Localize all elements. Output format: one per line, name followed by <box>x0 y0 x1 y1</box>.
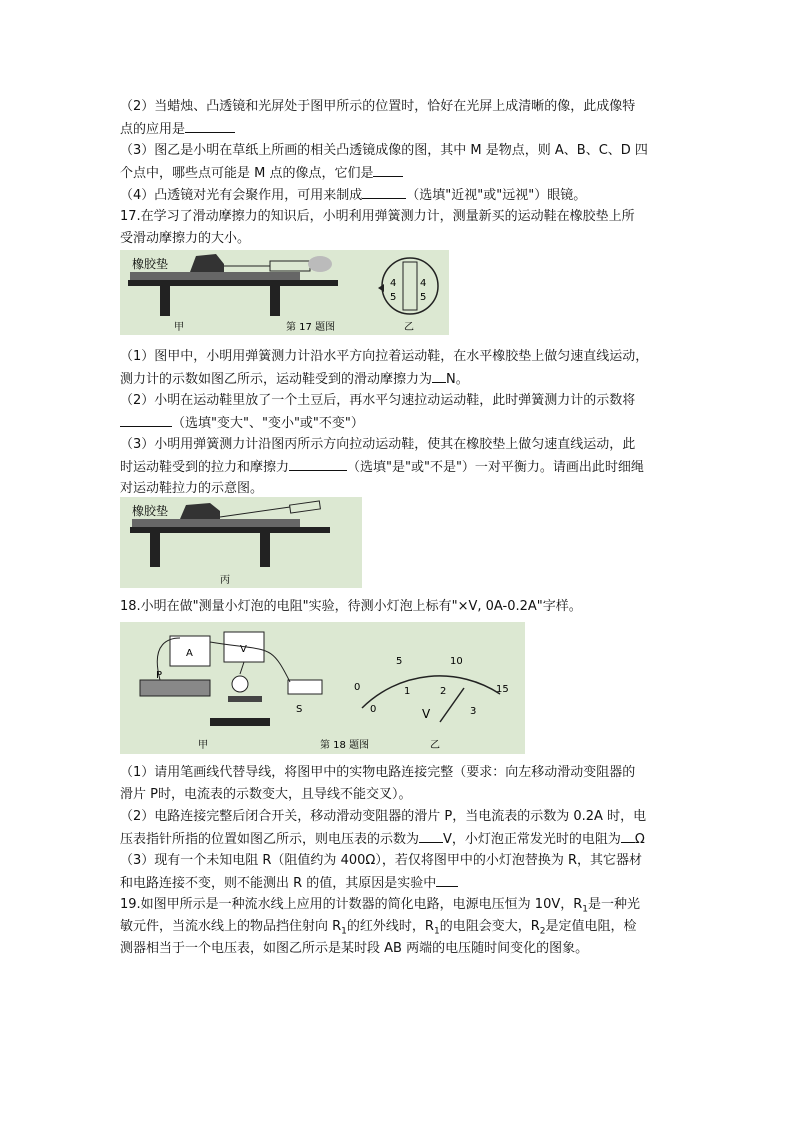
q17-part3-line2: 时运动鞋受到的拉力和摩擦力 （选填"是"或"不是"）一对平衡力。请画出此时细绳 <box>120 456 676 479</box>
q18-part3-line1: （3）现有一个未知电阻 R（阻值约为 400Ω），若仅将图甲中的小灯泡替换为 R，其它器材 <box>120 853 642 868</box>
answer-blank[interactable] <box>289 456 347 471</box>
q17-part2-line2: （选填"变大"、"变小"或"不变"） <box>120 412 676 435</box>
answer-blank[interactable] <box>436 872 458 887</box>
table-top <box>130 527 330 533</box>
figure-caption: 第 18 题图 <box>320 740 370 751</box>
q17-stem-line2: 受滑动摩擦力的大小。 <box>120 231 251 246</box>
q18-part1-line2: 滑片 P时，电流表的示数变大，且导线不能交叉）。 <box>120 787 412 802</box>
rheostat-icon <box>140 680 210 696</box>
hand-icon <box>308 256 332 272</box>
q19-line2: 敏元件，当流水线上的物品挡住射向 $R_1$的红外线时，$R_1$的电阻会变大，$R_2$是定值电阻，检 <box>120 919 637 937</box>
table-leg <box>150 533 160 567</box>
q18-part2-line2: 压表指针所指的位置如图乙所示，则电压表的示数为 V，小灯泡正常发光时的电阻为 Ω <box>120 828 676 851</box>
answer-blank[interactable] <box>362 184 406 199</box>
q16-part3-line1: （3）图乙是小明在草纸上所画的相关凸透镜成像的图，其中 M 是物点，则 A、B、C、D 四 <box>120 143 648 158</box>
scale-body <box>403 262 417 310</box>
q16-part4: （4）凸透镜对光有会聚作用，可用来制成 （选填"近视"或"远视"）眼镜。 <box>120 184 676 207</box>
figure-caption: 第 17 题图 <box>286 322 336 333</box>
q17-part1-line2: 测力计的示数如图乙所示，运动鞋受到的滑动摩擦力为 N。 <box>120 368 676 391</box>
spring-scale-icon <box>290 501 321 513</box>
pointer-icon <box>378 284 384 292</box>
answer-blank[interactable] <box>120 412 172 427</box>
q18-stem: 18.小明在做"测量小灯泡的电阻"实验，待测小灯泡上标有"×V, 0A-0.2A"字样。 <box>120 599 582 614</box>
shoe-icon <box>190 254 224 272</box>
mat-label: 橡胶垫 <box>132 257 169 271</box>
rubber-mat <box>130 272 300 280</box>
scale-inner-2: 2 <box>440 686 447 697</box>
q17-figure-bing-drawing <box>120 497 362 588</box>
answer-blank[interactable] <box>432 368 446 383</box>
answer-blank[interactable] <box>419 828 443 843</box>
figure-label-jia: 甲 <box>174 322 184 333</box>
q17-part2-line1: （2）小明在运动鞋里放了一个土豆后，再水平匀速拉动运动鞋，此时弹簧测力计的示数将 <box>120 393 636 408</box>
dial-tick-5: 5 <box>390 292 397 303</box>
table-leg <box>260 533 270 567</box>
q16-part2-line1: （2）当蜡烛、凸透镜和光屏处于图甲所示的位置时，恰好在光屏上成清晰的像，此成像特 <box>120 99 636 114</box>
q18-part2-line1: （2）电路连接完整后闭合开关，移动滑动变阻器的滑片 P，当电流表的示数为 0.2A 时，电 <box>120 809 647 824</box>
q17-figure-bing <box>120 497 362 588</box>
meter-unit-v: V <box>422 707 431 721</box>
q17-part3-line3: 对运动鞋拉力的示意图。 <box>120 481 264 496</box>
string-line <box>220 507 290 517</box>
switch-icon <box>288 680 322 694</box>
q16-part3-line2: 个点中，哪些点可能是 M 点的像点，它们是 <box>120 162 676 185</box>
battery-icon <box>210 718 270 726</box>
scale-inner-3: 3 <box>470 706 477 717</box>
table-leg <box>270 286 280 316</box>
scale-inner-0: 0 <box>370 704 377 715</box>
figure-label-yi: 乙 <box>430 740 440 751</box>
shoe-icon <box>180 503 220 519</box>
table-leg <box>160 286 170 316</box>
q18-part1-line1: （1）请用笔画线代替导线，将图甲中的实物电路连接完整（要求：向左移动滑动变阻器的 <box>120 765 636 780</box>
q19-line1: 19.如图甲所示是一种流水线上应用的计数器的简化电路，电源电压恒为 10V，$R_1$是一种光 <box>120 897 641 915</box>
answer-blank[interactable] <box>373 162 403 177</box>
dial-tick-4: 4 <box>390 278 397 289</box>
voltmeter-label: V <box>240 644 247 655</box>
q18-figure <box>120 622 525 754</box>
bulb-icon <box>232 676 248 692</box>
ammeter-label: A <box>186 648 193 659</box>
q17-figure-jia-yi <box>120 250 449 335</box>
mat-label: 橡胶垫 <box>132 504 169 518</box>
q17-figure-drawing <box>120 250 449 335</box>
dial-tick-4: 4 <box>420 278 427 289</box>
rubber-mat <box>132 519 300 527</box>
q19-line3: 测器相当于一个电压表，如图乙所示是某时段 AB 两端的电压随时间变化的图象。 <box>120 941 589 956</box>
scale-inner-1: 1 <box>404 686 411 697</box>
table-top <box>128 280 338 286</box>
q18-figure-drawing <box>120 622 525 754</box>
answer-blank[interactable] <box>621 828 635 843</box>
answer-blank[interactable] <box>185 118 235 133</box>
scale-outer-0: 0 <box>354 682 361 693</box>
scale-outer-10: 10 <box>450 656 463 667</box>
switch-label-s: S <box>296 704 303 715</box>
q18-part3-line2: 和电路连接不变，则不能测出 R 的值，其原因是实验中 <box>120 872 676 895</box>
bulb-base <box>228 696 262 702</box>
scale-outer-15: 15 <box>496 684 509 695</box>
slider-label-p: P <box>156 670 163 681</box>
q17-part3-line1: （3）小明用弹簧测力计沿图丙所示方向拉动运动鞋，使其在橡胶垫上做匀速直线运动，此 <box>120 437 636 452</box>
q17-part1-line1: （1）图甲中，小明用弹簧测力计沿水平方向拉着运动鞋，在水平橡胶垫上做匀速直线运动， <box>120 349 649 364</box>
dial-tick-5: 5 <box>420 292 427 303</box>
figure-label-yi: 乙 <box>404 322 414 333</box>
q16-part2-line2: 点的应用是 <box>120 118 676 141</box>
spring-scale-icon <box>270 261 310 271</box>
q17-stem-line1: 17.在学习了滑动摩擦力的知识后，小明利用弹簧测力计，测量新买的运动鞋在橡胶垫上所 <box>120 209 635 224</box>
meter-arc <box>362 676 500 708</box>
figure-label-jia: 甲 <box>198 740 208 751</box>
scale-outer-5: 5 <box>396 656 403 667</box>
figure-label-bing: 丙 <box>220 575 230 586</box>
